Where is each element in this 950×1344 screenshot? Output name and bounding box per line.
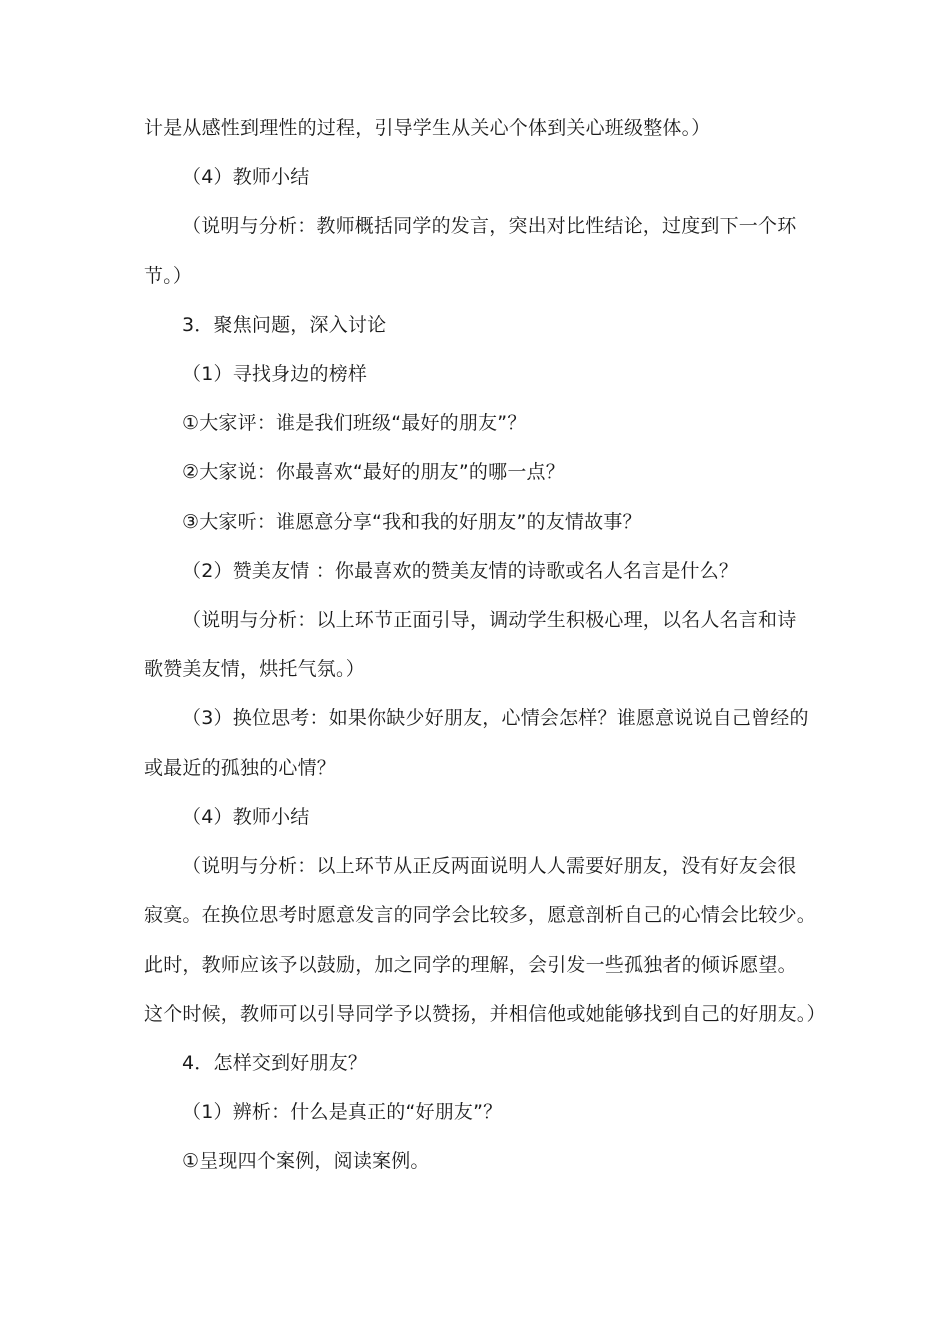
subheading-perspective: （3）换位思考：如果你缺少好朋友，心情会怎样？谁愿意说说自己曾经的 [182, 707, 809, 729]
text-line-analysis-2: （说明与分析：以上环节正面引导，调动学生积极心理，以名人名言和诗 [182, 609, 797, 631]
text-line-perspective-cont: 或最近的孤独的心情？ [144, 757, 337, 779]
list-item-cases: ①呈现四个案例，阅读案例。 [182, 1150, 430, 1172]
subheading-teacher-summary-2: （4）教师小结 [182, 806, 310, 828]
text-line-analysis-3-cont-2: 此时，教师应该予以鼓励，加之同学的理解，会引发一些孤独者的倾诉愿望。 [144, 954, 797, 976]
text-line-1: 计是从感性到理性的过程，引导学生从关心个体到关心班级整体。） [144, 117, 711, 139]
list-item-2: ②大家说：你最喜欢“最好的朋友”的哪一点？ [182, 461, 565, 483]
subheading-praise-friendship: （2）赞美友情 ：你最喜欢的赞美友情的诗歌或名人名言是什么？ [182, 560, 739, 582]
text-line-analysis-3-cont-3: 这个时候，教师可以引导同学予以赞扬，并相信他或她能够找到自己的好朋友。） [144, 1003, 826, 1025]
list-item-3: ③大家听：谁愿意分享“我和我的好朋友”的友情故事？ [182, 511, 642, 533]
list-item-1: ①大家评：谁是我们班级“最好的朋友”？ [182, 412, 527, 434]
text-line-analysis-1-cont: 节。） [144, 265, 193, 287]
text-line-analysis-3-cont-1: 寂寞。在换位思考时愿意发言的同学会比较多，愿意剖析自己的心情会比较少。 [144, 904, 817, 926]
text-line-analysis-2-cont: 歌赞美友情，烘托气氛。） [144, 658, 365, 680]
subheading-role-models: （1）寻找身边的榜样 [182, 363, 368, 385]
section-heading-3: 3．聚焦问题，深入讨论 [182, 314, 387, 336]
text-line-analysis-1: （说明与分析：教师概括同学的发言，突出对比性结论，过度到下一个环 [182, 215, 797, 237]
section-heading-4: 4．怎样交到好朋友？ [182, 1052, 368, 1074]
text-line-analysis-3: （说明与分析：以上环节从正反两面说明人人需要好朋友，没有好友会很 [182, 855, 797, 877]
subheading-teacher-summary: （4）教师小结 [182, 166, 310, 188]
subheading-discern: （1）辨析：什么是真正的“好朋友”？ [182, 1101, 503, 1123]
